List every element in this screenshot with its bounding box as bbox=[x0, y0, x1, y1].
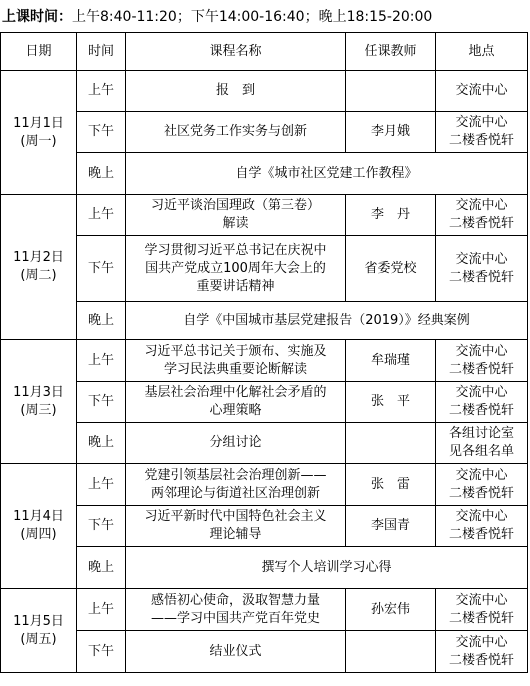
course-cell bbox=[126, 236, 346, 302]
teacher-cell: 李国青 bbox=[346, 506, 436, 547]
weekday-label: (周一) bbox=[20, 133, 57, 149]
location-cell bbox=[436, 382, 528, 423]
location-cell bbox=[436, 506, 528, 547]
table-row bbox=[1, 153, 528, 195]
course-line: 基层社会治理中化解社会矛盾的 bbox=[144, 385, 327, 400]
course-cell bbox=[126, 589, 346, 631]
course-line: 党建引领基层社会治理创新—— bbox=[144, 467, 327, 483]
time-cell: 下午 bbox=[77, 112, 126, 153]
table-row bbox=[1, 340, 528, 382]
date-label: 11月5日 bbox=[13, 613, 64, 629]
location-line: 交流中心 bbox=[455, 385, 508, 400]
location-cell bbox=[436, 589, 528, 631]
col-header-date: 日期 bbox=[1, 33, 77, 71]
course-cell bbox=[126, 71, 346, 112]
location-cell bbox=[436, 236, 528, 302]
teacher-cell: 张 平 bbox=[346, 382, 436, 423]
class-time-label: 上课时间： bbox=[2, 9, 72, 25]
class-time-value: 上午8:40-11:20；下午14:00-16:40；晚上18:15-20:00 bbox=[72, 9, 433, 25]
teacher-cell: 省委党校 bbox=[346, 236, 436, 302]
self-study-cell: 自学《中国城市基层党建报告（2019）》经典案例 bbox=[126, 302, 528, 340]
location-line: 交流中心 bbox=[455, 198, 508, 213]
location-line: 二楼香悦轩 bbox=[448, 485, 514, 501]
course-line: ——学习中国共产党百年党史 bbox=[150, 610, 320, 626]
location-cell bbox=[436, 195, 528, 236]
table-row bbox=[1, 302, 528, 340]
course-line: 习近平谈治国理政（第三卷） bbox=[150, 198, 320, 213]
date-cell bbox=[1, 464, 77, 589]
teacher-cell: 孙宏伟 bbox=[346, 589, 436, 631]
location-cell bbox=[436, 631, 528, 673]
location-line: 交流中心 bbox=[455, 251, 508, 267]
teacher-cell: 牟瑞瑾 bbox=[346, 340, 436, 382]
time-cell: 上午 bbox=[77, 340, 126, 382]
time-cell: 下午 bbox=[77, 506, 126, 547]
col-header-teacher: 任课教师 bbox=[346, 33, 436, 71]
course-line: 分组讨论 bbox=[209, 435, 262, 450]
course-cell bbox=[126, 340, 346, 382]
schedule-time-header bbox=[2, 6, 432, 28]
course-line: 学习贯彻习近平总书记在庆祝中 bbox=[144, 242, 327, 258]
course-cell bbox=[126, 464, 346, 506]
time-cell: 晚上 bbox=[77, 547, 126, 589]
location-line: 交流中心 bbox=[455, 467, 508, 483]
col-header-time: 时间 bbox=[77, 33, 126, 71]
teacher-cell: 李月娥 bbox=[346, 112, 436, 153]
teacher-cell bbox=[346, 631, 436, 673]
course-cell bbox=[126, 423, 346, 464]
table-row bbox=[1, 423, 528, 464]
date-cell bbox=[1, 195, 77, 340]
location-line: 交流中心 bbox=[455, 592, 508, 608]
time-cell: 晚上 bbox=[77, 153, 126, 195]
course-line: 学习民法典重要论断解读 bbox=[163, 361, 307, 377]
course-line: 社区党务工作实务与创新 bbox=[163, 124, 307, 139]
time-cell: 上午 bbox=[77, 195, 126, 236]
location-line: 二楼香悦轩 bbox=[448, 216, 514, 231]
weekday-label: (周五) bbox=[20, 631, 57, 647]
table-row bbox=[1, 195, 528, 236]
location-cell bbox=[436, 71, 528, 112]
teacher-cell bbox=[346, 71, 436, 112]
date-cell bbox=[1, 589, 77, 673]
course-cell bbox=[126, 112, 346, 153]
course-line: 心理策略 bbox=[209, 403, 262, 418]
location-line: 二楼香悦轩 bbox=[448, 269, 514, 285]
schedule-table bbox=[0, 32, 528, 673]
time-cell: 上午 bbox=[77, 464, 126, 506]
location-line: 各组讨论室 bbox=[448, 426, 514, 441]
table-row bbox=[1, 112, 528, 153]
course-cell bbox=[126, 506, 346, 547]
date-label: 11月1日 bbox=[13, 115, 64, 131]
teacher-cell bbox=[346, 423, 436, 464]
table-row bbox=[1, 506, 528, 547]
date-cell bbox=[1, 71, 77, 195]
date-label: 11月2日 bbox=[13, 250, 64, 265]
location-line: 交流中心 bbox=[455, 83, 508, 98]
location-line: 二楼香悦轩 bbox=[448, 527, 514, 542]
location-cell bbox=[436, 464, 528, 506]
location-cell bbox=[436, 423, 528, 464]
location-line: 交流中心 bbox=[455, 115, 508, 130]
location-line: 二楼香悦轩 bbox=[448, 610, 514, 626]
time-cell: 下午 bbox=[77, 631, 126, 673]
weekday-label: (周二) bbox=[20, 268, 57, 283]
time-cell: 上午 bbox=[77, 589, 126, 631]
table-row bbox=[1, 236, 528, 302]
course-line: 感悟初心使命，汲取智慧力量 bbox=[150, 592, 320, 608]
location-line: 二楼香悦轩 bbox=[448, 361, 514, 377]
course-line: 理论辅导 bbox=[209, 527, 262, 542]
header-row bbox=[1, 33, 528, 71]
location-line: 交流中心 bbox=[455, 509, 508, 524]
table-row bbox=[1, 382, 528, 423]
date-label: 11月3日 bbox=[13, 384, 64, 400]
col-header-location: 地点 bbox=[436, 33, 528, 71]
location-line: 二楼香悦轩 bbox=[448, 652, 514, 668]
location-line: 交流中心 bbox=[455, 634, 508, 650]
course-line: 报 到 bbox=[215, 83, 255, 98]
teacher-cell: 李 丹 bbox=[346, 195, 436, 236]
course-line: 习近平新时代中国特色社会主义 bbox=[144, 509, 327, 524]
course-line: 两邻理论与街道社区治理创新 bbox=[150, 485, 320, 501]
table-row bbox=[1, 464, 528, 506]
course-line: 国共产党成立100周年大会上的 bbox=[145, 260, 326, 276]
location-line: 交流中心 bbox=[455, 343, 508, 359]
time-cell: 晚上 bbox=[77, 302, 126, 340]
course-line: 解读 bbox=[222, 216, 249, 231]
course-line: 重要讲话精神 bbox=[196, 278, 275, 294]
course-cell bbox=[126, 195, 346, 236]
time-cell: 下午 bbox=[77, 382, 126, 423]
self-study-cell: 自学《城市社区党建工作教程》 bbox=[126, 153, 528, 195]
time-cell: 上午 bbox=[77, 71, 126, 112]
course-line: 结业仪式 bbox=[209, 643, 262, 659]
self-study-cell: 撰写个人培训学习心得 bbox=[126, 547, 528, 589]
location-line: 二楼香悦轩 bbox=[448, 403, 514, 418]
weekday-label: (周四) bbox=[20, 527, 57, 542]
course-line: 习近平总书记关于颁布、实施及 bbox=[144, 343, 327, 359]
location-cell bbox=[436, 112, 528, 153]
col-header-course: 课程名称 bbox=[126, 33, 346, 71]
time-cell: 下午 bbox=[77, 236, 126, 302]
weekday-label: (周三) bbox=[20, 402, 57, 418]
table-row bbox=[1, 589, 528, 631]
date-label: 11月4日 bbox=[13, 509, 64, 524]
date-cell bbox=[1, 340, 77, 464]
course-cell bbox=[126, 382, 346, 423]
table-row bbox=[1, 71, 528, 112]
course-cell bbox=[126, 631, 346, 673]
time-cell: 晚上 bbox=[77, 423, 126, 464]
teacher-cell: 张 雷 bbox=[346, 464, 436, 506]
table-row bbox=[1, 547, 528, 589]
table-row bbox=[1, 631, 528, 673]
location-line: 二楼香悦轩 bbox=[448, 133, 514, 148]
location-line: 见各组名单 bbox=[448, 444, 514, 459]
location-cell bbox=[436, 340, 528, 382]
